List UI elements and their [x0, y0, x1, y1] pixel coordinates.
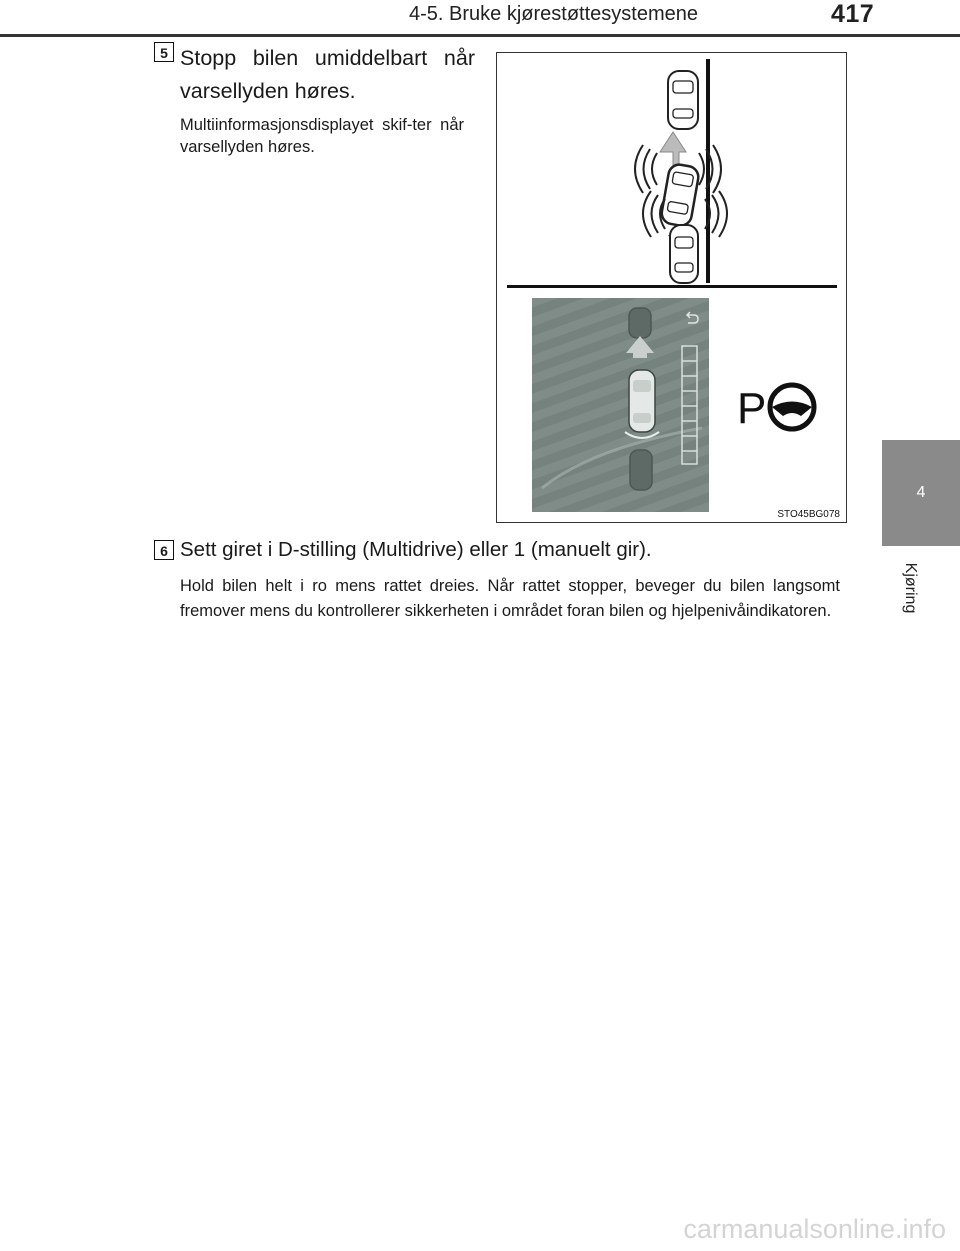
park-assist-indicator [737, 376, 827, 432]
page-number: 417 [831, 0, 875, 28]
step-5-body: Multiinformasjonsdisplayet skif-ter når varsellyden høres. [180, 116, 464, 156]
display-own-car-icon [629, 370, 655, 432]
display-arrow-icon [626, 336, 654, 358]
steering-wheel-icon [770, 385, 814, 429]
watermark: carmanualsonline.info [683, 1214, 946, 1244]
figure-code: STO45BG078 [777, 509, 840, 520]
chapter-label [895, 548, 925, 628]
step-6-title: Sett giret i D-stilling (Multidrive) eller 1 (manuelt gir). [180, 538, 652, 561]
return-icon [687, 312, 698, 323]
parking-diagram [497, 53, 847, 285]
figure-divider [507, 285, 837, 288]
display-rear-car-icon [630, 450, 652, 490]
chapter-label-text: Kjøring [902, 562, 919, 614]
multi-information-display [532, 298, 709, 512]
assist-level-bar [682, 346, 697, 464]
chapter-number: 4 [916, 484, 926, 501]
chapter-tab [882, 440, 960, 546]
display-front-car-icon [629, 308, 651, 338]
step-5-badge: 5 [154, 42, 174, 62]
illustration-figure [496, 52, 847, 523]
step-6-body: Hold bilen helt i ro mens rattet dreies. Når rattet stopper, beveger du bilen langsomt fremover mens du kontrollerer sikkerheten i området foran bilen og hjelpenivåindikatoren. [180, 577, 840, 620]
display-graphic [532, 298, 709, 512]
header-rule [0, 34, 960, 37]
rear-parked-car-icon [670, 225, 698, 283]
front-parked-car-icon [668, 71, 698, 129]
forward-arrow-icon [660, 132, 686, 165]
step-6-badge: 6 [154, 540, 174, 560]
own-car-icon [660, 163, 700, 227]
step-5-title: Stopp bilen umiddelbart når varsellyden høres. [180, 46, 475, 103]
park-indicator-letter: P [737, 384, 767, 432]
section-title: 4-5. Bruke kjørestøttesystemene [409, 3, 698, 25]
